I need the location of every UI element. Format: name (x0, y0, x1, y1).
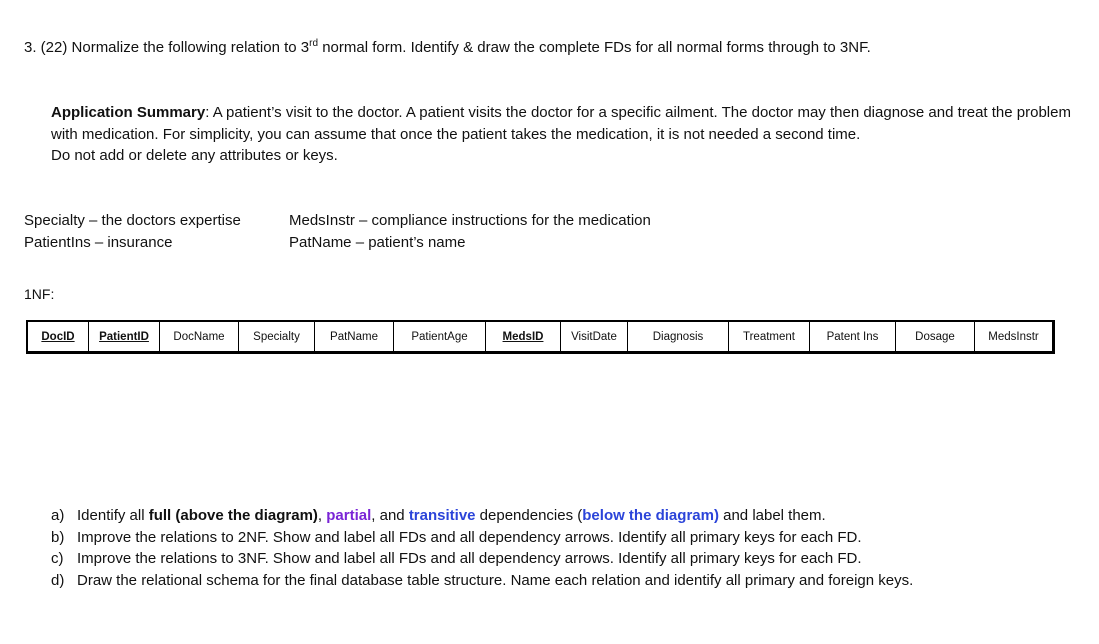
task-c (51, 548, 913, 570)
relation-attribute-visitdate: VisitDate (561, 322, 628, 351)
task-b (51, 527, 913, 549)
task-a-part: Identify all (77, 507, 149, 524)
task-a-marker: a) (51, 507, 65, 524)
task-a-part: and label them. (718, 507, 826, 524)
relation-attribute-medsid: MedsID (486, 322, 561, 351)
question-suffix: normal form. Identify & draw the complete FDs for all normal forms through to 3NF. (318, 39, 871, 56)
task-a-text (77, 505, 826, 527)
task-a-transitive: transitive (408, 507, 476, 524)
task-list (51, 505, 913, 591)
relation-attribute-docid: DocID (28, 322, 89, 351)
question-sup: rd (309, 38, 319, 49)
definitions-left (24, 210, 241, 253)
task-c-text: Improve the relations to 3NF. Show and label all FDs and all dependency arrows. Identify all primary keys for each FD. (77, 550, 862, 567)
task-b-text: Improve the relations to 2NF. Show and label all FDs and all dependency arrows. Identify all primary keys for each FD. (77, 528, 862, 546)
summary-text: : A patient’s visit to the doctor. A patient visits the doctor for a specific ailment. The doctor may then diagnose and treat the problem with medication. For simplicity, you can assume that once the patient takes the medication, it is not needed a second time. (51, 104, 1071, 143)
definition-specialty: Specialty – the doctors expertise (24, 212, 241, 229)
question-prefix: 3. (22) Normalize the following relation to 3 (24, 39, 310, 56)
task-a-full: full (above the diagram) (148, 507, 318, 524)
task-b-marker: b) (51, 528, 65, 546)
task-d-marker: d) (51, 571, 65, 589)
task-a-below: below the diagram) (582, 507, 719, 524)
task-d (51, 570, 913, 592)
question-title (24, 38, 871, 56)
summary-note: Do not add or delete any attributes or keys. (51, 147, 338, 164)
relation-table (26, 320, 1055, 354)
task-a-part: , (317, 507, 327, 524)
relation-attribute-patent-ins: Patent Ins (810, 322, 896, 351)
summary-label: Application Summary (51, 104, 206, 121)
relation-attribute-patientid: PatientID (89, 322, 160, 351)
relation-attribute-patname: PatName (315, 322, 394, 351)
definition-patname: PatName – patient’s name (289, 233, 466, 251)
relation-attribute-diagnosis: Diagnosis (628, 322, 729, 351)
nf-label: 1NF: (24, 286, 55, 302)
task-c-marker: c) (51, 550, 64, 567)
relation-attribute-treatment: Treatment (729, 322, 810, 351)
application-summary (51, 102, 1091, 167)
definition-patientins: PatientIns – insurance (24, 233, 173, 251)
relation-attribute-docname: DocName (160, 322, 239, 351)
relation-attribute-dosage: Dosage (896, 322, 975, 351)
definition-medsinstr: MedsInstr – compliance instructions for the medication (289, 212, 651, 229)
relation-attribute-patientage: PatientAge (394, 322, 486, 351)
task-a-part: , and (371, 507, 409, 524)
task-a (51, 505, 913, 527)
task-a-partial: partial (326, 507, 372, 524)
definitions-right (289, 210, 651, 253)
task-a-part: dependencies ( (475, 507, 583, 524)
relation-attribute-medsinstr: MedsInstr (988, 330, 1039, 343)
relation-attribute-specialty: Specialty (239, 322, 315, 351)
task-d-text: Draw the relational schema for the final database table structure. Name each relation and identify all primary and foreign keys. (77, 571, 914, 589)
